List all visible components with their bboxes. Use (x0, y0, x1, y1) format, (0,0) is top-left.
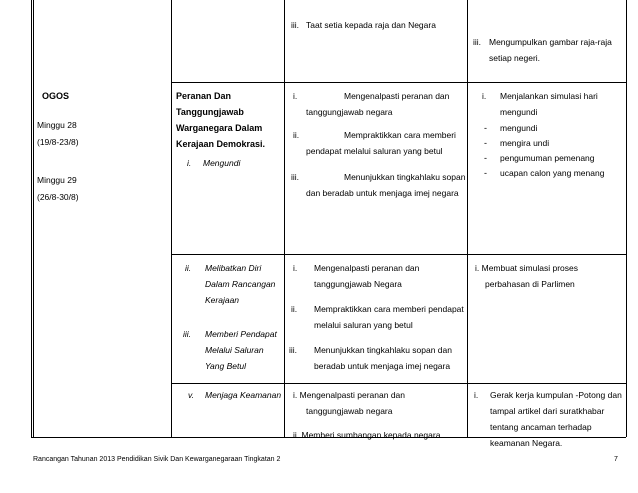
topic-title: Kerajaan Demokrasi. (176, 139, 266, 149)
item-text: pendapat melalui saluran yang betul (306, 146, 443, 156)
row-divider-3 (171, 383, 626, 384)
item-text: Menunjukkan tingkahlaku sopan dan (314, 345, 452, 355)
month-label: OGOS (42, 91, 70, 101)
subtopic-text: Menjaga Keamanan (205, 390, 282, 400)
dash-bullet: - (484, 123, 487, 133)
col-divider-2 (284, 0, 285, 437)
item-number: ii. (291, 304, 298, 314)
week-label: Minggu 29 (37, 175, 77, 185)
item-text: Taat setia kepada raja dan Negara (306, 20, 436, 30)
bullet-text: mengundi (500, 123, 538, 133)
dash-bullet: - (484, 153, 487, 163)
item-text: perbahasan di Parlimen (485, 279, 575, 289)
bullet-text: pengumuman pemenang (500, 153, 595, 163)
subtopic-text: Dalam Rancangan (205, 279, 276, 289)
item-text: tentang ancaman terhadap (490, 422, 592, 432)
item-number: iii. (473, 37, 482, 47)
col-divider-3 (467, 0, 468, 437)
item-number: i. (293, 91, 298, 101)
subtopic-number: i. (187, 158, 192, 168)
week-dates: (26/8-30/8) (37, 192, 79, 202)
topic-title: Peranan Dan (176, 91, 232, 101)
item-text: setiap negeri. (489, 53, 541, 63)
item-text: tanggungjawab negara (306, 107, 393, 117)
item-text: tampal artikel dari suratkhabar (490, 406, 605, 416)
item-text: Mempraktikkan cara memberi (344, 130, 456, 140)
item-number: iii. (291, 172, 300, 182)
subtopic-text: Yang Betul (205, 361, 246, 371)
dash-bullet: - (484, 168, 487, 178)
item-text: Gerak kerja kumpulan -Potong dan (490, 390, 622, 400)
bullet-text: mengira undi (500, 138, 550, 148)
item-text: beradab untuk menjaga imej negara (314, 361, 451, 371)
subtopic-text: Mengundi (203, 158, 241, 168)
item-text: i. Mengenalpasti peranan dan (293, 390, 405, 400)
item-text: tanggungjawab negara (306, 406, 393, 416)
subtopic-text: Memberi Pendapat (205, 329, 277, 339)
week-dates: (19/8-23/8) (37, 137, 79, 147)
subtopic-number: iii. (183, 329, 192, 339)
item-text: melalui saluran yang betul (314, 320, 413, 330)
page-number: 7 (614, 456, 618, 463)
item-number: iii. (291, 20, 300, 30)
topic-title: Warganegara Dalam (176, 123, 263, 133)
subtopic-number: ii. (185, 263, 192, 273)
dash-bullet: - (484, 138, 487, 148)
item-text: Menjalankan simulasi hari (500, 91, 598, 101)
footer-text: Rancangan Tahunan 2013 Pendidikan Sivik Dan Kewarganegaraan Tingkatan 2 (33, 456, 281, 463)
item-text: Mengenalpasti peranan dan (344, 91, 450, 101)
subtopic-text: Melibatkan Diri (205, 263, 262, 273)
row-divider-1 (171, 82, 626, 83)
item-number: ii. (293, 130, 300, 140)
item-text: i. Membuat simulasi proses (475, 263, 578, 273)
week-label: Minggu 28 (37, 120, 77, 130)
row-divider-2 (171, 254, 626, 255)
item-text: Mempraktikkan cara memberi pendapat (314, 304, 464, 314)
bullet-text: ucapan calon yang menang (500, 168, 605, 178)
table-border-left (31, 0, 32, 437)
item-text: dan beradab untuk menjaga imej negara (306, 188, 459, 198)
subtopic-text: Melalui Saluran (205, 345, 264, 355)
item-number: i. (482, 91, 487, 101)
item-text: keamanan Negara. (490, 438, 563, 448)
item-number: iii. (289, 345, 298, 355)
item-text: mengundi (500, 107, 538, 117)
item-number: i. (474, 390, 479, 400)
item-text: ii. Memberi sumbangan kepada negara (293, 430, 441, 440)
topic-title: Tanggungjawab (176, 107, 244, 117)
item-text: Menunjukkan tingkahlaku sopan (344, 172, 466, 182)
table-border-right (626, 0, 627, 437)
subtopic-number: v. (188, 390, 194, 400)
item-number: i. (293, 263, 298, 273)
col-divider-1 (171, 0, 172, 437)
subtopic-text: Kerajaan (205, 295, 240, 305)
item-text: tanggungjawab Negara (314, 279, 402, 289)
item-text: Mengenalpasti peranan dan (314, 263, 420, 273)
table-border-left-inner (33, 0, 34, 437)
item-text: Mengumpulkan gambar raja-raja (489, 37, 612, 47)
